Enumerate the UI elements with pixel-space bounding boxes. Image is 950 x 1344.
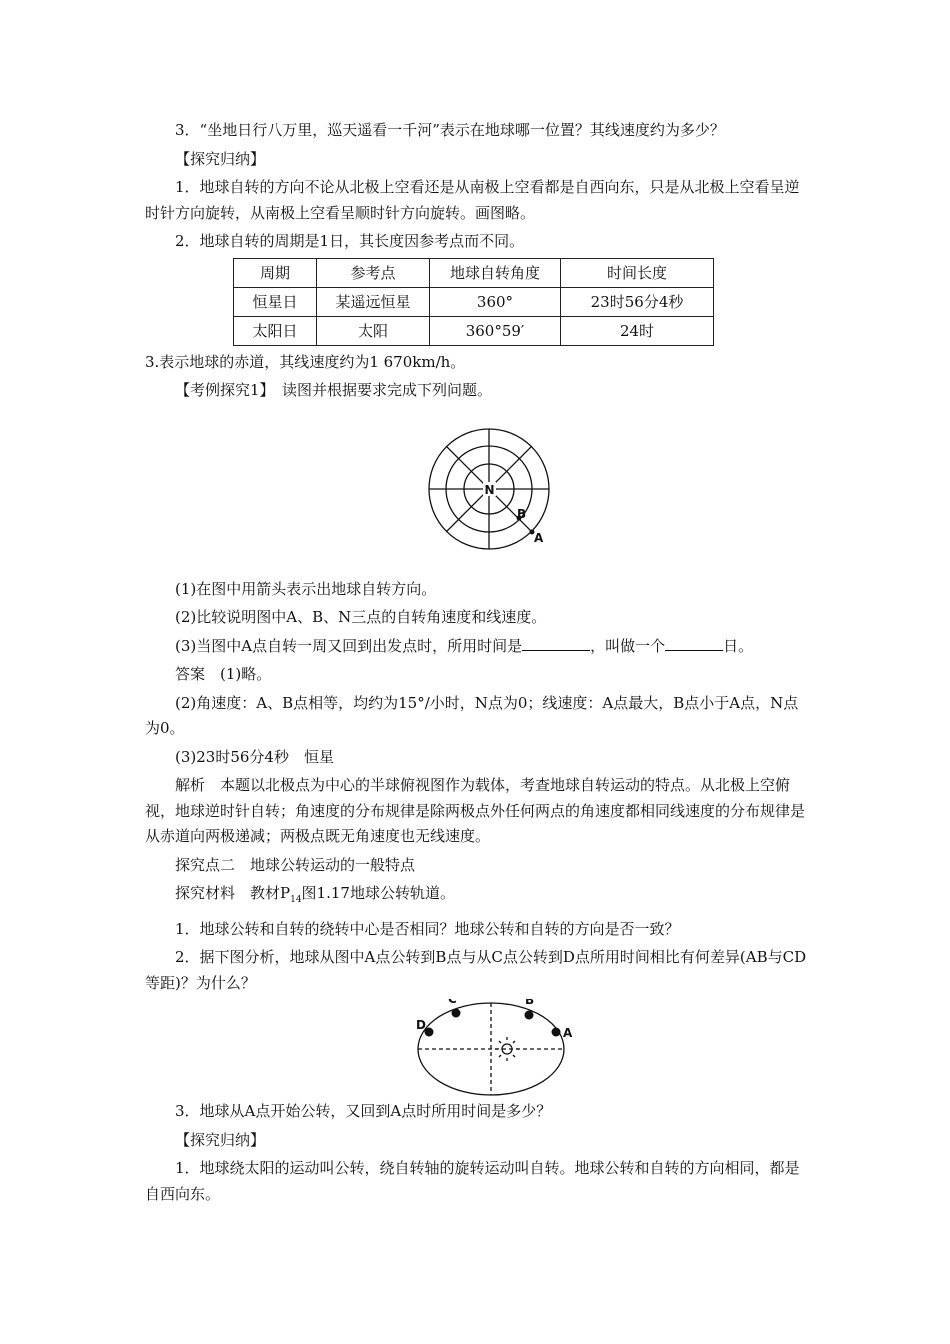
summary-item-1: 1．地球自转的方向不论从北极上空看还是从南极上空看都是自西向东，只是从北极上空看呈逆时针方向旋转，从南极上空看呈顺时针方向旋转。画图略。	[145, 178, 800, 222]
research-question-2: 2．据下图分析，地球从图中A点公转到B点与从C点公转到D点所用时间相比有何差异(AB与CD等距)？为什么？	[145, 948, 807, 992]
polar-view-diagram	[145, 407, 813, 577]
table-cell: 太阳日	[234, 316, 317, 345]
table-cell: 太阳	[317, 316, 430, 345]
document-page	[145, 118, 813, 1210]
answer-blank-2	[665, 636, 723, 651]
rotation-period-table	[233, 258, 714, 346]
table-header-cell: 周期	[234, 258, 317, 287]
question-3: 3．“坐地日行八万里，巡天遥看一千河”表示在地球哪一位置？其线速度约为多少？	[175, 121, 725, 139]
table-header-cell: 时间长度	[561, 258, 714, 287]
orbit-diagram	[145, 999, 813, 1099]
table-header-cell: 参考点	[317, 258, 430, 287]
analysis: 解析 本题以北极点为中心的半球俯视图作为载体，考查地球自转运动的特点。从北极上空俯视，地球逆时针自转；角速度的分布规律是除两极点外任何两点的角速度都相同线速度的分布规律是从赤道向两极递减；两极点既无角速度也无线速度。	[145, 776, 806, 845]
table-row	[234, 316, 714, 345]
answer-1: 答案 (1)略。	[175, 665, 272, 683]
earth-at-a	[552, 1028, 561, 1037]
table-cell: 360°59′	[430, 316, 561, 345]
orbit-figure	[145, 999, 813, 1099]
table-cell: 某遥远恒星	[317, 287, 430, 316]
research-question-1: 1．地球公转和自转的绕转中心是否相同？地球公转和自转的方向是否一致？	[175, 919, 680, 938]
summary-heading: 【探究归纳】	[175, 149, 266, 168]
summary-heading-2: 【探究归纳】	[175, 1130, 266, 1149]
table-cell: 恒星日	[234, 287, 317, 316]
example-question-3: (3)当图中A点自转一周又回到出发点时，所用时间是 ，叫做一个 日。	[175, 636, 754, 655]
earth-at-c	[452, 1009, 461, 1018]
example-question-2: (2)比较说明图中A、B、N三点的自转角速度和线速度。	[175, 608, 547, 626]
research-question-3: 3．地球从A点开始公转，又回到A点时所用时间是多少？	[175, 1102, 552, 1120]
label-c: C	[448, 999, 457, 1006]
earth-at-b	[525, 1011, 534, 1020]
table-cell: 23时56分4秒	[561, 287, 714, 316]
polar-view-figure	[145, 407, 813, 577]
answer-3: (3)23时56分4秒 恒星	[175, 747, 334, 766]
label-b: B	[525, 999, 535, 1007]
summary-item-3: 3.表示地球的赤道，其线速度约为1 670km/h。	[145, 352, 466, 371]
table-row	[234, 287, 714, 316]
material-line: 探究材料 教材$P_{14}$图1.17地球公转轨道。	[175, 884, 455, 905]
label-b: B	[517, 506, 527, 521]
answer-2: (2)角速度：A、B点相等，均约为15°/小时，N点为0；线速度：A点最大，B点小于A点，N点为0。	[145, 693, 799, 737]
table-cell: 24时	[561, 316, 714, 345]
example-heading: 【考例探究1】 读图并根据要求完成下列问题。	[175, 381, 493, 399]
label-n: N	[484, 482, 495, 497]
summary-2-item-1: 1．地球绕太阳的运动叫公转，绕自转轴的旋转运动叫自转。地球公转和自转的方向相同，都是自西向东。	[145, 1159, 800, 1203]
label-a: A	[563, 1026, 573, 1040]
answer-blank-1	[522, 636, 590, 651]
section-heading-point-2: 探究点二 地球公转运动的一般特点	[175, 855, 416, 874]
summary-item-2: 2．地球自转的周期是1日，其长度因参考点而不同。	[175, 232, 525, 250]
example-question-1: (1)在图中用箭头表示出地球自转方向。	[175, 579, 437, 598]
table-cell: 360°	[430, 287, 561, 316]
label-d: D	[416, 1018, 426, 1032]
table-header-cell: 地球自转角度	[430, 258, 561, 287]
table-header-row	[234, 258, 714, 287]
label-a: A	[534, 530, 544, 545]
